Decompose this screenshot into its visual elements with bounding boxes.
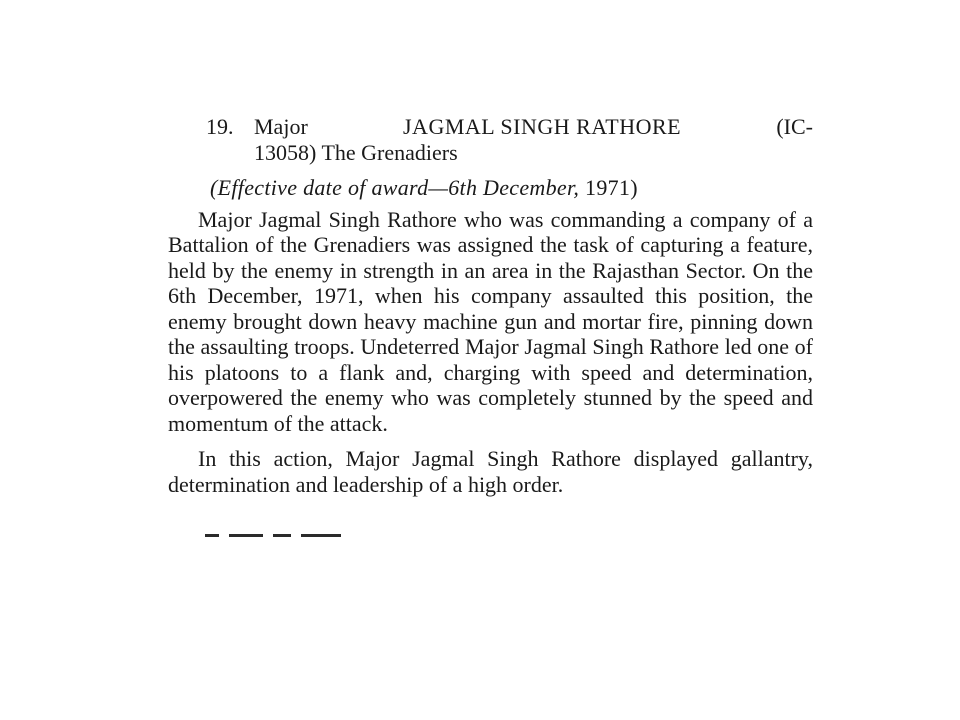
rank: Major xyxy=(254,114,308,139)
entry-number: 19. xyxy=(206,114,234,139)
heading-body xyxy=(254,114,813,165)
effective-date-year: 1971) xyxy=(585,175,638,200)
regiment: The Grenadiers xyxy=(321,139,458,165)
cropped-next-line-fragment xyxy=(205,534,375,540)
citation-paragraph-2: In this action, Major Jagmal Singh Rathore displayed gallantry, determination and leadership of a high order. xyxy=(168,446,813,497)
awardee-name: JAGMAL SINGH RATHORE xyxy=(403,114,682,139)
gazette-clipping xyxy=(168,114,813,497)
citation-paragraph-1: Major Jagmal Singh Rathore who was commanding a company of a Battalion of the Grenadiers was assigned the task of capturing a feature, held by the enemy in strength in an area in the Rajasthan Sector. On the 6th December, 1971, when his company assaulted this position, the enemy brought down heavy machine gun and mortar fire, pinning down the assaulting troops. Undeterred Major Jagmal Singh Rathore led one of his platoons to a flank and, charging with speed and determination, overpowered the enemy who was completely stunned by the speed and momentum of the attack. xyxy=(168,206,813,436)
effective-date xyxy=(210,175,813,201)
effective-date-label: (Effective date of award—6th December, xyxy=(210,175,580,200)
heading-line-1 xyxy=(254,114,813,140)
award-heading xyxy=(206,114,813,165)
service-number-part-2: 13058) xyxy=(254,139,317,165)
heading-line-2 xyxy=(254,140,813,166)
service-number-part-1: (IC- xyxy=(776,114,813,139)
